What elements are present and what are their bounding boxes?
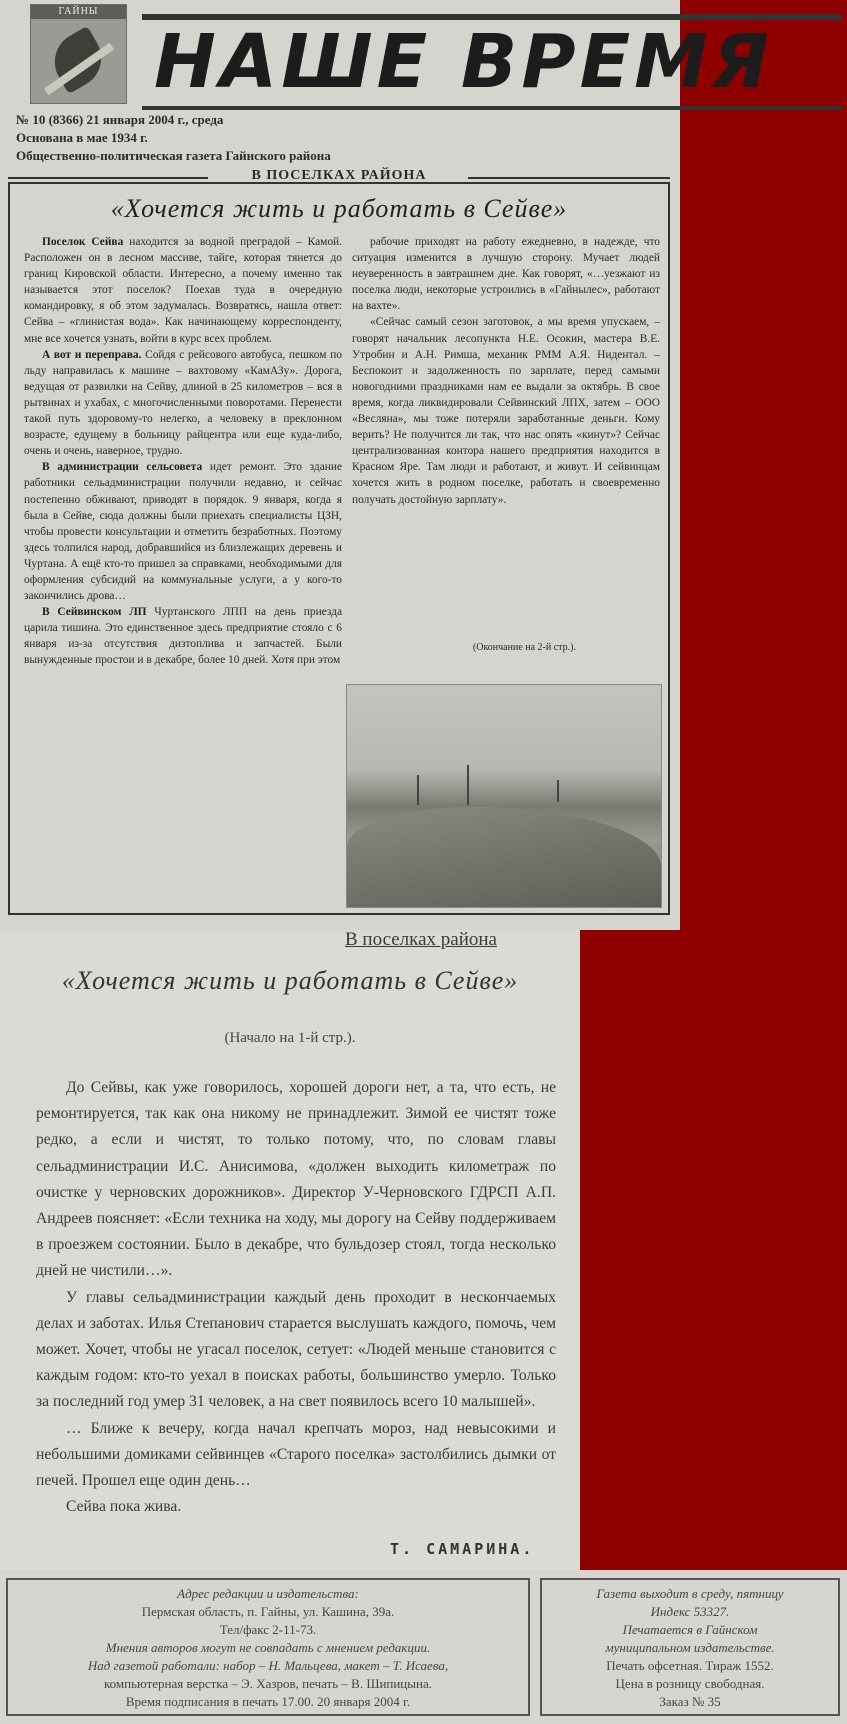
article-headline: «Хочется жить и работать в Сейве» xyxy=(110,194,568,223)
district-crest-logo xyxy=(30,4,127,104)
paragraph xyxy=(24,347,342,460)
title-rule-bottom xyxy=(142,106,842,110)
paragraph-lead: А вот и переправа. xyxy=(42,348,142,361)
continuation-text xyxy=(36,1075,556,1520)
paragraph: … Ближе к вечеру, когда начал крепчать мороз, над невысокими и небольшими домиками сейвинцев «Старого поселка» застолбились дымки от печей. Прошел еще один день… xyxy=(36,1419,556,1490)
imprint-line: Мнения авторов могут не совпадать с мнением редакции. xyxy=(105,1640,431,1655)
paragraph-lead: В Сейвинском ЛП xyxy=(42,606,147,619)
paragraph xyxy=(24,234,342,347)
imprint-line: Время подписания в печать 17.00. 20 января 2004 г. xyxy=(125,1694,411,1709)
continuation-headline: «Хочется жить и работать в Сейве» xyxy=(61,966,519,995)
paragraph-text: идет ремонт. Это здание работники сельадминистрации получили недавно, и сейчас постепенно обживают, приводят в порядок. 9 января, когда я была в Сейве, сюда должны были приехать специалисты ЦЗН, чтобы провести консультации и отметить безработных. Поэтому здесь толпился народ, добравшийся из близлежащих деревень и Чуртана. А ещё кто-то пришел за справками, необходимыми для оформления субсидий на коммунальные услуги, а у кого-то закончились дрова… xyxy=(24,461,343,603)
imprint-line: Печать офсетная. Тираж 1552. xyxy=(606,1658,774,1673)
imprint-line: Пермская область, п. Гайны, ул. Кашина, 39а. xyxy=(141,1604,395,1619)
paragraph-text: «Сейчас самый сезон заготовок, а мы время упускаем, – говорят начальник лесопункта Н.Е. Осокин, мастера В.Е. Утробин и А.Н. Римша, механик РММ А.Я. Нидентал. –Беспокоит и задолженность по зарплате, перед самыми новогодними праздниками нам ее выдали за октябрь. В свое время, когда ликвидировали Сейвинский ЛПХ, затем – ООО «Весляна», мы тоже потеряли заработанные деньги. Кому верить? Не получится ли так, что нас опять «кинут»? Сейчас централизованная контора нашего предприятия находится в Красном Яре. Там люди и работают, и живут. И сейвинцам хочется жить в родном поселке, работать и своевременно получать достойную зарплату». xyxy=(352,316,660,506)
paragraph xyxy=(24,604,342,668)
snowy-hill xyxy=(347,807,661,907)
paragraph: До Сейвы, как уже говорилось, хорошей дороги нет, а та, что есть, не ремонтируется, так как она никому не принадлежит. Зимой ее чистят тоже редко, а если и чистят, то только потому, что, по словам главы сельадминистрации И.С. Анисимова, «должен выходить километраж по очистке у черновских дорожников». Директор У-Черновского ГДРСП А.П. Андреев поясняет: «Если техника на ходу, мы дорогу на Сейву поддерживаем в проезжем состоянии. Было в декабре, что бульдозер стоял, тогда несколько дней не чистили…». xyxy=(36,1079,556,1280)
imprint-line: Заказ № 35 xyxy=(659,1694,721,1709)
founded-line: Основана в мае 1934 г. xyxy=(16,130,148,145)
imprint-line: Цена в розницу свободная. xyxy=(615,1676,765,1691)
article-right-column xyxy=(352,234,660,508)
imprint-line: Газета выходит в среду, пятницу xyxy=(596,1586,784,1601)
paragraph-text: находится за водной преградой – Камой. Расположен он в лесном массиве, тайге, которая тянется до границ Кировской области. Интересно, а почему именно так называется этот поселок? Поехав туда в очередную командировку, я об этом задумалась. Возвратясь, нашла ответ: Сейва – «глинистая вода». Как начинающему корреспонденту, мне все хочется узнать, войти в курс всех проблем. xyxy=(24,236,342,345)
newspaper-title-text: НАШЕ ВРЕМЯ xyxy=(154,19,773,105)
continuation-rubric: В поселках района xyxy=(345,929,497,950)
imprint-left-box xyxy=(6,1578,530,1716)
paragraph-text: Сойдя с рейсового автобуса, пешком по льду направилась к машине – вахтовому «КамАЗу». Дорога, ведущая от развилки на Сейву, длиной в 25 километров – вся в рытвинах и ухабах, с многочисленными поворотами. Перенести такой путь здоровому-то нелегко, а человеку в преклонном возрасте, едущему в больницу райцентра или еще куда-либо, очень и очень, наверное, трудно. xyxy=(24,348,342,458)
pole xyxy=(417,775,419,805)
imprint-line: Печатается в Гайнском xyxy=(622,1622,758,1637)
imprint-line: муниципальном издательстве. xyxy=(605,1640,775,1655)
imprint-line: Адрес редакции и издательства: xyxy=(177,1586,359,1601)
village-photo xyxy=(346,684,662,908)
begin-note: (Начало на 1-й стр.). xyxy=(224,1030,356,1046)
article-left-column xyxy=(24,234,342,669)
imprint-line: Индекс 53327. xyxy=(650,1604,730,1619)
paragraph xyxy=(24,459,342,604)
article-frame xyxy=(8,182,670,915)
imprint-line: Над газетой работали: набор – Н. Мальцева, макет – Т. Исаева, xyxy=(87,1658,449,1673)
paragraph-lead: В администрации сельсовета xyxy=(42,461,203,474)
paragraph: Сейва пока жива. xyxy=(66,1498,182,1516)
imprint-line: компьютерная верстка – Э. Хазров, печать – В. Шипицына. xyxy=(104,1676,432,1691)
crest-label: ГАЙНЫ xyxy=(31,5,126,19)
issue-line: № 10 (8366) 21 января 2004 г., среда xyxy=(16,112,224,127)
imprint-right-box xyxy=(540,1578,840,1716)
newspaper-title xyxy=(142,14,842,110)
pole xyxy=(467,765,469,805)
paragraph-text: Чуртанского ЛПП на день приезда царила тишина. Это единственное здесь предприятие стояло с 6 января из-за отсутствия дизтоплива и запчастей. Были вынужденные простои и в декабре, более 10 дней. Хотя при этом xyxy=(24,606,343,667)
author-signature: Т. САМАРИНА. xyxy=(390,1540,535,1558)
section-rubric-text: В ПОСЕЛКАХ РАЙОНА xyxy=(251,168,427,183)
tagline: Общественно-политическая газета Гайнского района xyxy=(16,148,331,163)
paragraph: У главы сельадминистрации каждый день проходит в нескончаемых делах и заботах. Илья Степанович старается выслушать каждого, помочь, чем может. Хочет, чтобы не угасал поселок, сетует: «Людей меньше становится с каждым годом: кто-то уехал в поисках работы, большинство умерло. Только за последний год умер 31 человек, а на свет появилось всего 10 малышей». xyxy=(36,1288,556,1411)
imprint-line: Тел/факс 2-11-73. xyxy=(219,1622,317,1637)
pole xyxy=(557,780,559,802)
paragraph-text: рабочие приходят на работу ежедневно, в надежде, что ситуация изменится в лучшую сторону. Мучает людей неуверенность в завтрашнем дне. Как говорят, «…уезжают из поселка люди, некоторые устроились в «Гайнылес», работают на вахте». xyxy=(352,236,660,313)
paragraph xyxy=(352,314,660,507)
paragraph-lead: Поселок Сейва xyxy=(42,236,124,248)
paragraph xyxy=(352,234,660,314)
continued-note: (Окончание на 2-й стр.). xyxy=(472,642,576,653)
front-page-clipping xyxy=(0,0,773,930)
